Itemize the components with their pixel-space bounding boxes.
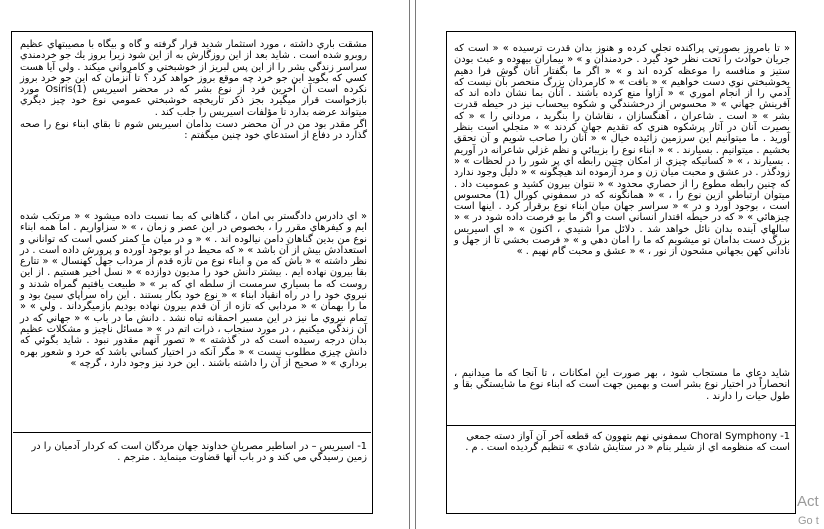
left-poem: « اي دادرس دادگستر بي امان ، گناهاني كه بما نسبت داده ميشود » « مرتكب شده ايم و كيفرهاي مقرر را ، بخصوص در اين عصر و زمان ، » « سزاواريم . اما همه ابناء نوع من بدين گناهان دامن نيالوده اند . » « و در ميان ما كمتر كسي است كه تواناني و استعدادش بيش از آن باشد » « كه محيط در او بوجود آورده و پرورش داده است . در نظر داشته » « باش كه من و ابناء نوع من تازه قدم از مرداب جهل كهنسال » « تتارع بقا بيرون نهاده ايم . بيشتر دانش خود را مديون دوازده » « نسل اخير هستيم . از اين روست كه ما بسياري سرمست از سلطه اي كه بر » « طبيعت يافتيم گمراه شدند و نيروي خود را در راه انقياد ابناء » « نوع خود بكار بستند . اين راه سراپاي سيئ بود و ما را بهمان » « مردابي كه تازه از آن قدم بيرون نهاده بوديم بازميگرداند . ولي » « تمام نيروي ما نيز در اين مسير احمقانه تباه نشد . دانش ما در باب » « جهاني كه در آن زندگي ميكنيم ، در مورد سنجاب ، ذرات اتم در » « مسائل ناچيز و مشكلات عظيم بدان درجه رسيده است كه در گذشته » « تصور آنهم مقدور نبود . شايد بگوئي كه دانش چيزي مطلوب نيست » « مگر آنكه در اختيار كساني باشد كه خرد و شعور بهره برداري » « صحيح از آن را داشته باشند . اين خرد نيز وجود دارد ، گرچه » — [20, 211, 367, 369]
right-footnote-text: سمفوني نهم بتهوون كه قطعه آخر آن آواز دسته جمعي است كه منظومه اي از شيلر بنام « در ستايش شادي » تنظيم گرديده است . م . — [465, 431, 790, 454]
right-footnote — [454, 431, 790, 454]
activation-watermark-title: Act — [797, 493, 819, 510]
left-page-body — [20, 39, 367, 142]
page-separator — [415, 0, 416, 529]
activation-watermark-subtitle: Go t — [798, 515, 819, 527]
left-top-paragraph: مشقت باري داشته ، مورد استثمار شديد قرار گرفته و گاه و بيگاه با مصيبتهاي عظيم روبرو شده است . شايد بعد از اين روزگارش به از اين شود زيرا بروز يك جو خردمندي سراسر زندگي بشر را از اين پس لبريز از خوشبختي و كامرواني ميكند . ولي آيا هست كسي كه بگويد اين جو خرد چه موقع بروز خواهد كرد ؟ تا آنزمان كه اين جو خرد بروز نكرده است آن آخرين فرد از نوع بشر كه در محضر اسيريس Osiris(1) مورد بازخواست قرار ميگيرد بجز ذكر تاريخچه خوشبختي عمومي نوع خود چيز ديگري ميتواند عرضه بدارد تا مؤلفات اسيريس را جلب كند . — [20, 39, 367, 118]
right-footnote-label: 1- — [780, 431, 790, 442]
left-footnote: 1- اسيريس – در اساطير مصريان خداوند جهان مردگان است كه كردار آدميان را در زمين رسيدگي مي كند و در باب آنها قضاوت مينمايد . مترجم . — [31, 441, 367, 464]
left-footnote-rule — [13, 432, 371, 433]
right-footnote-term: Choral Symphony — [690, 431, 778, 442]
right-footnote-rule — [447, 425, 795, 426]
page-separator — [409, 0, 410, 529]
right-page-body: « تا بامروز بصورتي پراكنده تجلي كرده و هنوز بدان قدرت ترسيده » « است كه جريان حوادث را تحت نظر خود گيرد . خردمندان و » « بيماران بيهوده و عبث بودن ستيز و منافسه را موعظه كرده اند و » « اگر ما بگفتار آنان گوش فرا دهيم بخوشبختي نوي دست خواهيم » « يافت » « كارمردان بزرگ منحصر بآن نيست كه آدمي را از انجام اموري » « آزاوا منع كرده باشند . آنان بما نشان داده اند كه آفرينش جهاني » « محسوس از درخشندگي و شكوه بيحساب نيز در حيطه قدرت بشر » « است . شاعران ، آهنگسازان ، نقاشان را بنگريد ، مرداني را » « كه بصيرت آنان در آثار پرشكوه هنري كه تقديم جهان كردند » « متجلي است بنظر آوريد . ما ميتوانيم اين سرزمين زائيده خيال » « آنان را صاحب شويم و آن تحقق بخشيم . ميتوانيم . بسيارند . » « ابناء نوع را بزيبائي و نظم غزلي شاعرانه در آوريم . بسيارند ، » « كسانيكه چيزي از امكان چنين رابطه اي پر شور را در لحظات » « زودگذر . در عشق و محبت ميان زن و مرد آزموده اند هيچگونه » « دليل وجود ندارد كه چنين رابطه مطوع را از حصاري محدود » « نتوان بيرون كشيد و عموميت داد . ميتوان ارتباطي ازين نوع را ، » « همانگونه كه در سمفوني كورال (1) محسوس است ، بوجود آورد و در » « سراسر جهان ميان ابناء نوع برقرار كرد . اينها است چيزهائي » « كه در حيطه اقتدار انساني است و اگر ما بو فرصت داده شود در » « سالهاي آينده بدان نائل خواهد شد . دلائل مرا شنيدي ، اكنون » « اي اسيريس بزرگ دست بدامان تو ميشويم كه ما را امان دهي و » « فرصت بخشي تا از جهل و ناداني كهن بجهاني مشحون از نور ، » « عشق و محبت گام نهيم . » — [454, 43, 790, 258]
left-second-paragraph: اگر مقدر بود من در آن محضر دست بدامان اسيريس شوم تا بقاي ابناء نوع را صحه گذارد در دفاع از استدعاي خود چنين ميگفتم : — [20, 119, 367, 142]
right-closing-paragraph: شايد دعاي ما مستجاب شود ، بهر صورت اين امكانات ، تا آنجا كه ما ميدانيم ، انحصاراً در اختيار نوع بشر است و بهمين جهت است كه ابناء نوع ما شايستگي بقا و طول حيات را دارند . — [454, 368, 790, 402]
